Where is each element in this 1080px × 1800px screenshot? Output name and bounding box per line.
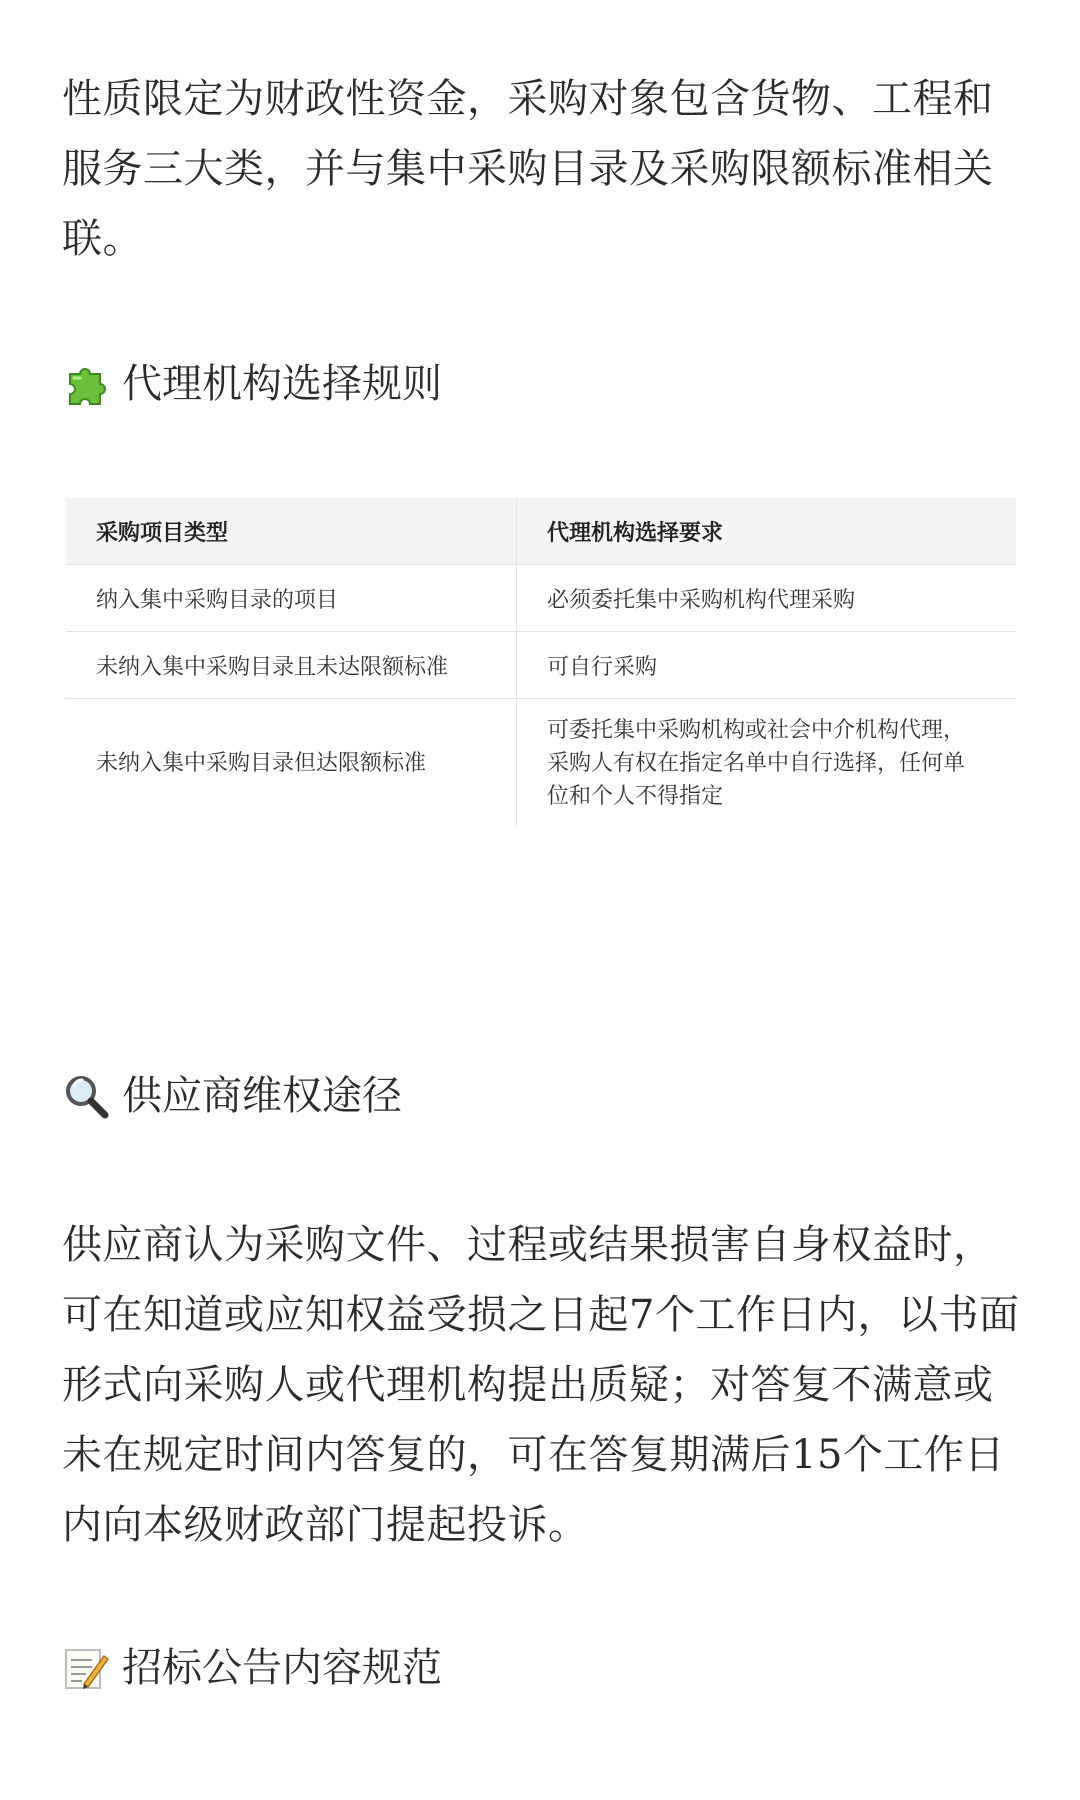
agency-selection-table	[66, 498, 1016, 827]
section-heading-tender-notice	[62, 1640, 442, 1696]
table-cell: 可自行采购	[517, 632, 1017, 699]
table-cell: 未纳入集中采购目录且未达限额标准	[66, 632, 517, 699]
table-cell: 可委托集中采购机构或社会中介机构代理，采购人有权在指定名单中自行选择，任何单位和个人不得指定	[517, 699, 1017, 828]
table-cell: 纳入集中采购目录的项目	[66, 565, 517, 632]
intro-paragraph: 性质限定为财政性资金，采购对象包含货物、工程和服务三大类，并与集中采购目录及采购限额标准相关联。	[62, 76, 994, 262]
section-title: 代理机构选择规则	[122, 361, 442, 407]
rights-paragraph: 供应商认为采购文件、过程或结果损害自身权益时，可在知道或应知权益受损之日起7个工作日内，以书面形式向采购人或代理机构提出质疑；对答复不满意或未在规定时间内答复的，可在答复期满后15个工作日内向本级财政部门提起投诉。	[62, 1222, 1020, 1548]
section-heading-agency-rules	[62, 356, 442, 412]
table-header-row	[66, 498, 1016, 565]
memo-pencil-icon	[62, 1644, 110, 1692]
table-cell: 未纳入集中采购目录但达限额标准	[66, 699, 517, 828]
table-header-cell: 采购项目类型	[66, 498, 517, 565]
table-row	[66, 699, 1016, 828]
section-title: 供应商维权途径	[122, 1073, 402, 1119]
table-cell: 必须委托集中采购机构代理采购	[517, 565, 1017, 632]
magnifier-icon	[62, 1072, 110, 1120]
table-row	[66, 632, 1016, 699]
section-heading-supplier-rights	[62, 1068, 402, 1124]
table-header-cell: 代理机构选择要求	[517, 498, 1017, 565]
section-title: 招标公告内容规范	[122, 1645, 442, 1691]
table-row	[66, 565, 1016, 632]
puzzle-piece-icon	[62, 360, 110, 408]
